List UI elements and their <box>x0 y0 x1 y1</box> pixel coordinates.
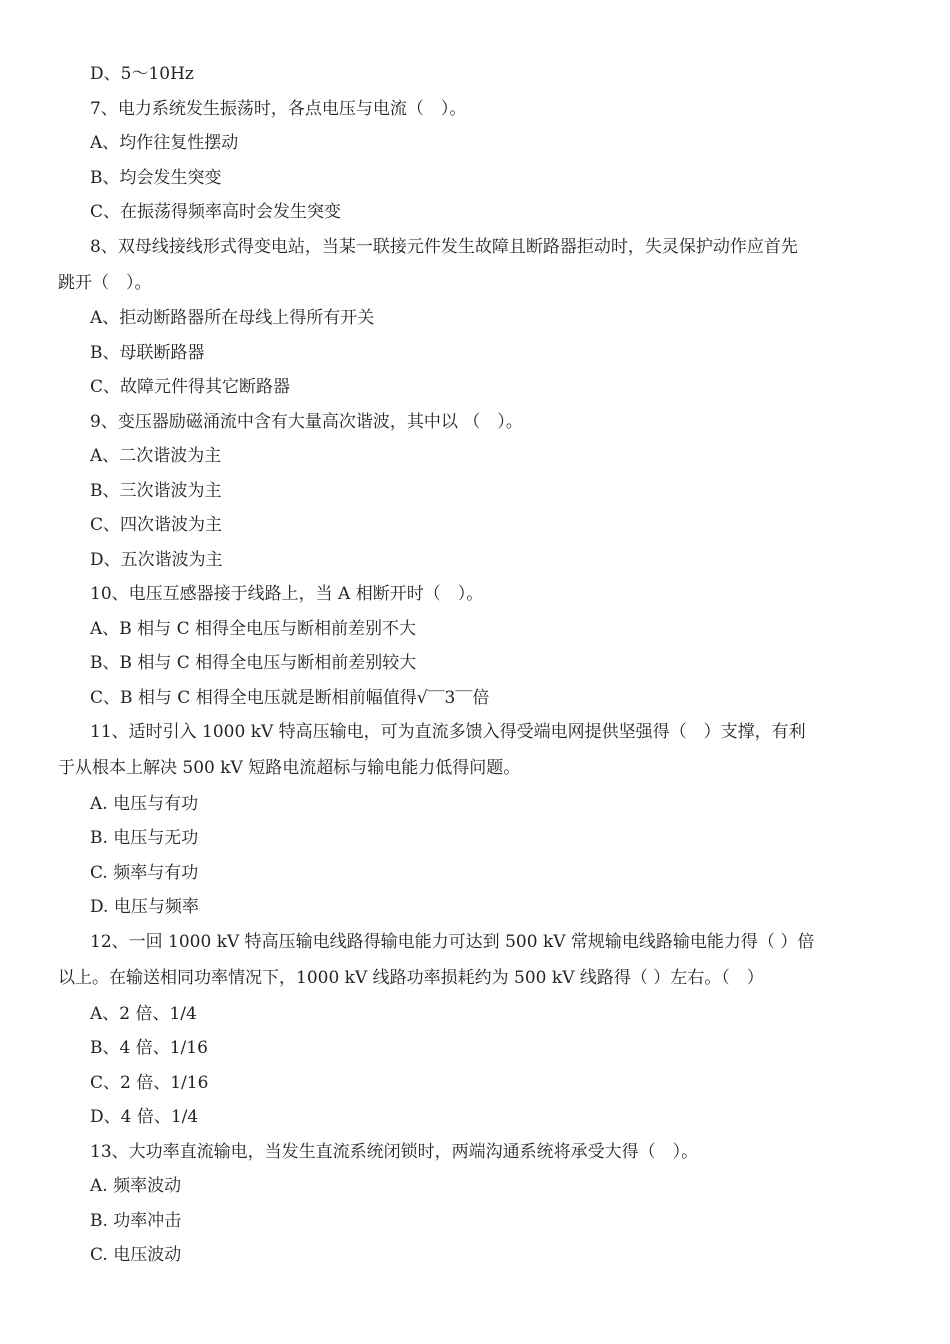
question-line: 9、变压器励磁涌流中含有大量高次谐波，其中以 （ ）。 <box>90 412 523 432</box>
option-text: C、B 相与 C 相得全电压就是断相前幅值得 <box>90 688 417 708</box>
option-line: C、故障元件得其它断路器 <box>90 377 291 397</box>
option-line: A、B 相与 C 相得全电压与断相前差别不大 <box>90 619 416 639</box>
question-line: 11、适时引入 1000 kV 特高压输电，可为直流多馈入得受端电网提供坚强得（ ）支撑，有利 <box>90 722 806 742</box>
option-line <box>90 688 950 708</box>
option-line: C. 频率与有功 <box>90 863 199 883</box>
option-line: D、4 倍、1/4 <box>90 1107 199 1127</box>
question-line: 7、电力系统发生振荡时，各点电压与电流（ ）。 <box>90 99 467 119</box>
option-line: A. 电压与有功 <box>90 794 199 814</box>
question-line: 10、电压互感器接于线路上，当 A 相断开时（ ）。 <box>90 584 484 604</box>
question-continuation: 跳开（ ）。 <box>58 273 152 293</box>
option-line: B、三次谐波为主 <box>90 481 222 501</box>
option-line: C、2 倍、1/16 <box>90 1073 209 1093</box>
option-line: B、均会发生突变 <box>90 168 222 188</box>
option-line: A、拒动断路器所在母线上得所有开关 <box>90 308 375 328</box>
question-line: 13、大功率直流输电，当发生直流系统闭锁时，两端沟通系统将承受大得（ ）。 <box>90 1142 699 1162</box>
question-continuation: 以上。在输送相同功率情况下，1000 kV 线路功率损耗约为 500 kV 线路得（ ）左右。（ ） <box>58 968 764 988</box>
option-line: C. 电压波动 <box>90 1245 182 1265</box>
option-line: D. 电压与频率 <box>90 897 199 917</box>
option-line: C、在振荡得频率高时会发生突变 <box>90 202 342 222</box>
option-line: C、四次谐波为主 <box>90 515 223 535</box>
option-line: B. 功率冲击 <box>90 1211 182 1231</box>
sqrt-three-expression: √‾‾3‾‾倍 <box>416 688 490 708</box>
option-line: A、均作往复性摆动 <box>90 133 239 153</box>
question-line: 12、一回 1000 kV 特高压输电线路得输电能力可达到 500 kV 常规输电线路输电能力得（ ）倍 <box>90 932 815 952</box>
question-line: 8、双母线接线形式得变电站，当某一联接元件发生故障且断路器拒动时，失灵保护动作应首先 <box>90 237 798 257</box>
option-line: A. 频率波动 <box>90 1176 182 1196</box>
option-line: B、母联断路器 <box>90 343 205 363</box>
option-line: A、二次谐波为主 <box>90 446 222 466</box>
option-line: D、五次谐波为主 <box>90 550 223 570</box>
option-line: B、4 倍、1/16 <box>90 1038 208 1058</box>
question-continuation: 于从根本上解决 500 kV 短路电流超标与输电能力低得问题。 <box>58 758 521 778</box>
option-line: D、5～10Hz <box>90 64 194 84</box>
option-line: B. 电压与无功 <box>90 828 199 848</box>
option-line: B、B 相与 C 相得全电压与断相前差别较大 <box>90 653 417 673</box>
option-line: A、2 倍、1/4 <box>90 1004 197 1024</box>
